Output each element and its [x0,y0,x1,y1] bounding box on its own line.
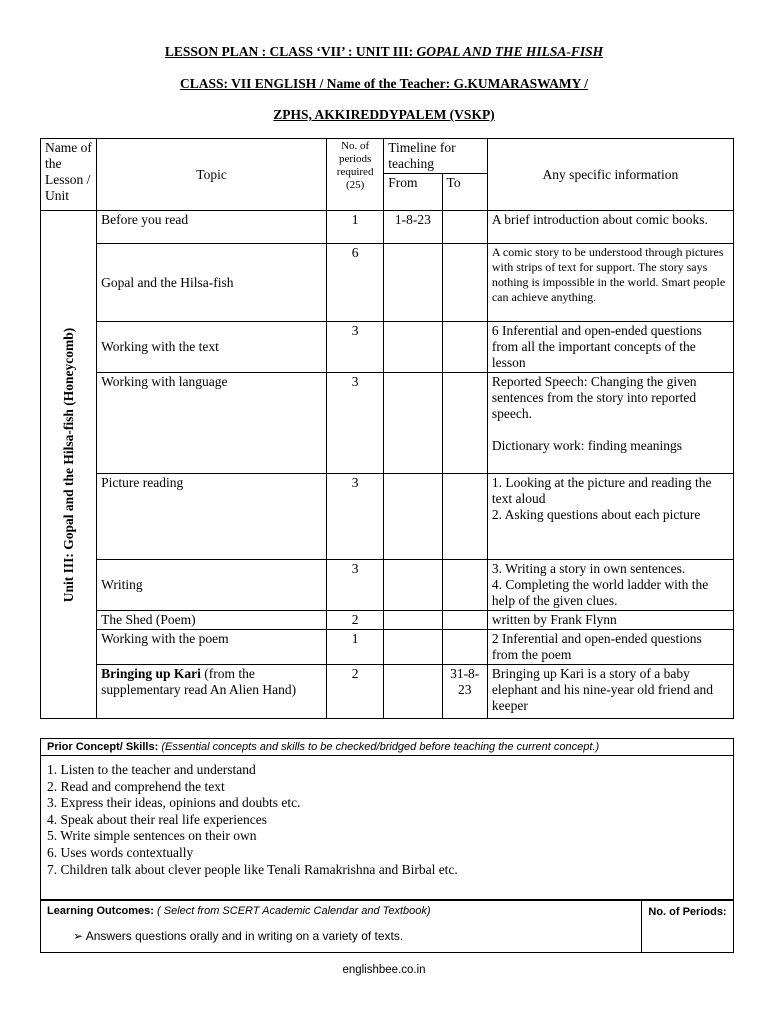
periods-cell: 3 [327,373,384,474]
list-item: 7. Children talk about clever people like Tenali Ramakrishna and Birbal etc. [47,861,458,877]
info-text: 3. Writing a story in own sentences. [491,561,686,576]
topic-cell: Writing [97,560,327,611]
from-cell [384,630,442,665]
header-topic: Topic [97,139,327,211]
learning-outcomes-label: Learning Outcomes: [47,905,154,917]
to-cell [442,474,487,560]
list-item: 2. Read and comprehend the text [47,778,225,794]
info-cell [487,560,733,611]
school-name: ZPHS, AKKIREDDYPALEM (VSKP) [273,107,495,122]
from-cell [384,560,442,611]
list-item: 4. Speak about their real life experiences [47,811,268,827]
topic-title: Bringing up Kari [101,666,201,681]
header-timeline: Timeline for teaching [384,139,488,174]
to-cell [442,611,487,630]
lesson-plan-table [40,138,734,719]
info-cell: A comic story to be understood through pictures with strips of text for support. The story says nothing is impossible in the world. Smart people can achieve anything. [487,244,733,322]
table-row [41,611,734,630]
periods-cell: 1 [327,211,384,244]
periods-cell: 2 [327,665,384,719]
info-cell: Bringing up Kari is a story of a baby elephant and his nine-year old friend and keeper [487,665,733,719]
periods-cell: 3 [327,474,384,560]
from-cell [384,474,442,560]
to-cell [442,244,487,322]
no-of-periods-cell: No. of Periods: [648,906,727,918]
periods-cell: 3 [327,560,384,611]
header-to: To [442,174,487,211]
arrow-bullet-icon: ➢ [73,929,84,943]
table-row [41,244,734,322]
table-row [41,322,734,373]
from-cell [384,373,442,474]
topic-cell [97,665,327,719]
info-cell: written by Frank Flynn [487,611,733,630]
topic-cell: Picture reading [97,474,327,560]
topic-note: (from the supplementary read An Alien Hand) [101,666,297,697]
footer-website: englishbee.co.in [342,964,426,976]
topic-cell: The Shed (Poem) [97,611,327,630]
info-cell: 2 Inferential and open-ended questions from the poem [487,630,733,665]
header-specific-info: Any specific information [487,139,733,211]
from-cell: 1-8-23 [384,211,442,244]
info-text-2: 4. Completing the world ladder with the help of the given clues. [491,577,709,608]
periods-cell: 2 [327,611,384,630]
info-text: 1. Looking at the picture and reading the text aloud [491,475,712,506]
learning-outcomes-main [41,900,642,952]
learning-outcome-item [41,917,641,943]
table-row [41,373,734,474]
topic-cell: Working with the text [97,322,327,373]
table-row [41,211,734,244]
topic-cell: Gopal and the Hilsa-fish [97,244,327,322]
info-cell: A brief introduction about comic books. [487,211,733,244]
prior-concepts-note: (Essential concepts and skills to be checked/bridged before teaching the current concept.) [161,741,600,753]
list-item: 5. Write simple sentences on their own [47,828,257,844]
table-row [41,630,734,665]
prior-concepts-box [40,738,734,901]
to-cell [442,630,487,665]
topic-cell: Working with the poem [97,630,327,665]
learning-outcomes-box [40,899,734,953]
list-item: 3. Express their ideas, opinions and doubts etc. [47,795,301,811]
to-cell: 31-8-23 [442,665,487,719]
table-row [41,474,734,560]
learning-outcomes-header [41,900,641,917]
periods-cell: 6 [327,244,384,322]
info-text-2: 2. Asking questions about each picture [491,507,701,522]
list-item: 1. Listen to the teacher and understand [47,762,256,777]
from-cell [384,611,442,630]
to-cell [442,373,487,474]
class-teacher-line: CLASS: VII ENGLISH / Name of the Teacher: G.KUMARASWAMY / [179,76,588,91]
header-lesson-name: Name of the Lesson / Unit [41,139,97,211]
to-cell [442,322,487,373]
periods-cell: 1 [327,630,384,665]
table-row [41,560,734,611]
header-from: From [384,174,442,211]
periods-cell: 3 [327,322,384,373]
to-cell [442,560,487,611]
from-cell [384,665,442,719]
table-header-row [41,139,734,174]
topic-cell: Working with language [97,373,327,474]
lesson-plan-title [0,44,768,60]
header-periods: No. of periods required (25) [327,139,384,211]
title-lesson-name: GOPAL AND THE HILSA-FISH [416,44,604,59]
list-item: 6. Uses words contextually [47,844,194,860]
unit-name-cell [41,211,97,719]
prior-concepts-header [41,739,733,756]
table-row [41,665,734,719]
from-cell [384,322,442,373]
prior-concepts-list [41,756,733,878]
unit-name: Unit III: Gopal and the Hilsa-fish (Honeycomb) [60,327,76,602]
from-cell [384,244,442,322]
title-prefix: LESSON PLAN : CLASS ‘VII’ : UNIT III: [164,44,417,59]
topic-cell: Before you read [97,211,327,244]
info-cell [487,373,733,474]
info-text: Reported Speech: Changing the given sentences from the story into reported speech. [491,374,697,421]
to-cell [442,211,487,244]
learning-outcome-text: Answers questions orally and in writing on a variety of texts. [85,929,404,943]
prior-concepts-label: Prior Concept/ Skills: [47,741,159,753]
info-cell [487,474,733,560]
learning-outcomes-note: ( Select from SCERT Academic Calendar and Textbook) [157,905,431,917]
info-cell: 6 Inferential and open-ended questions from all the important concepts of the lesson [487,322,733,373]
info-text-2: Dictionary work: finding meanings [491,438,682,453]
